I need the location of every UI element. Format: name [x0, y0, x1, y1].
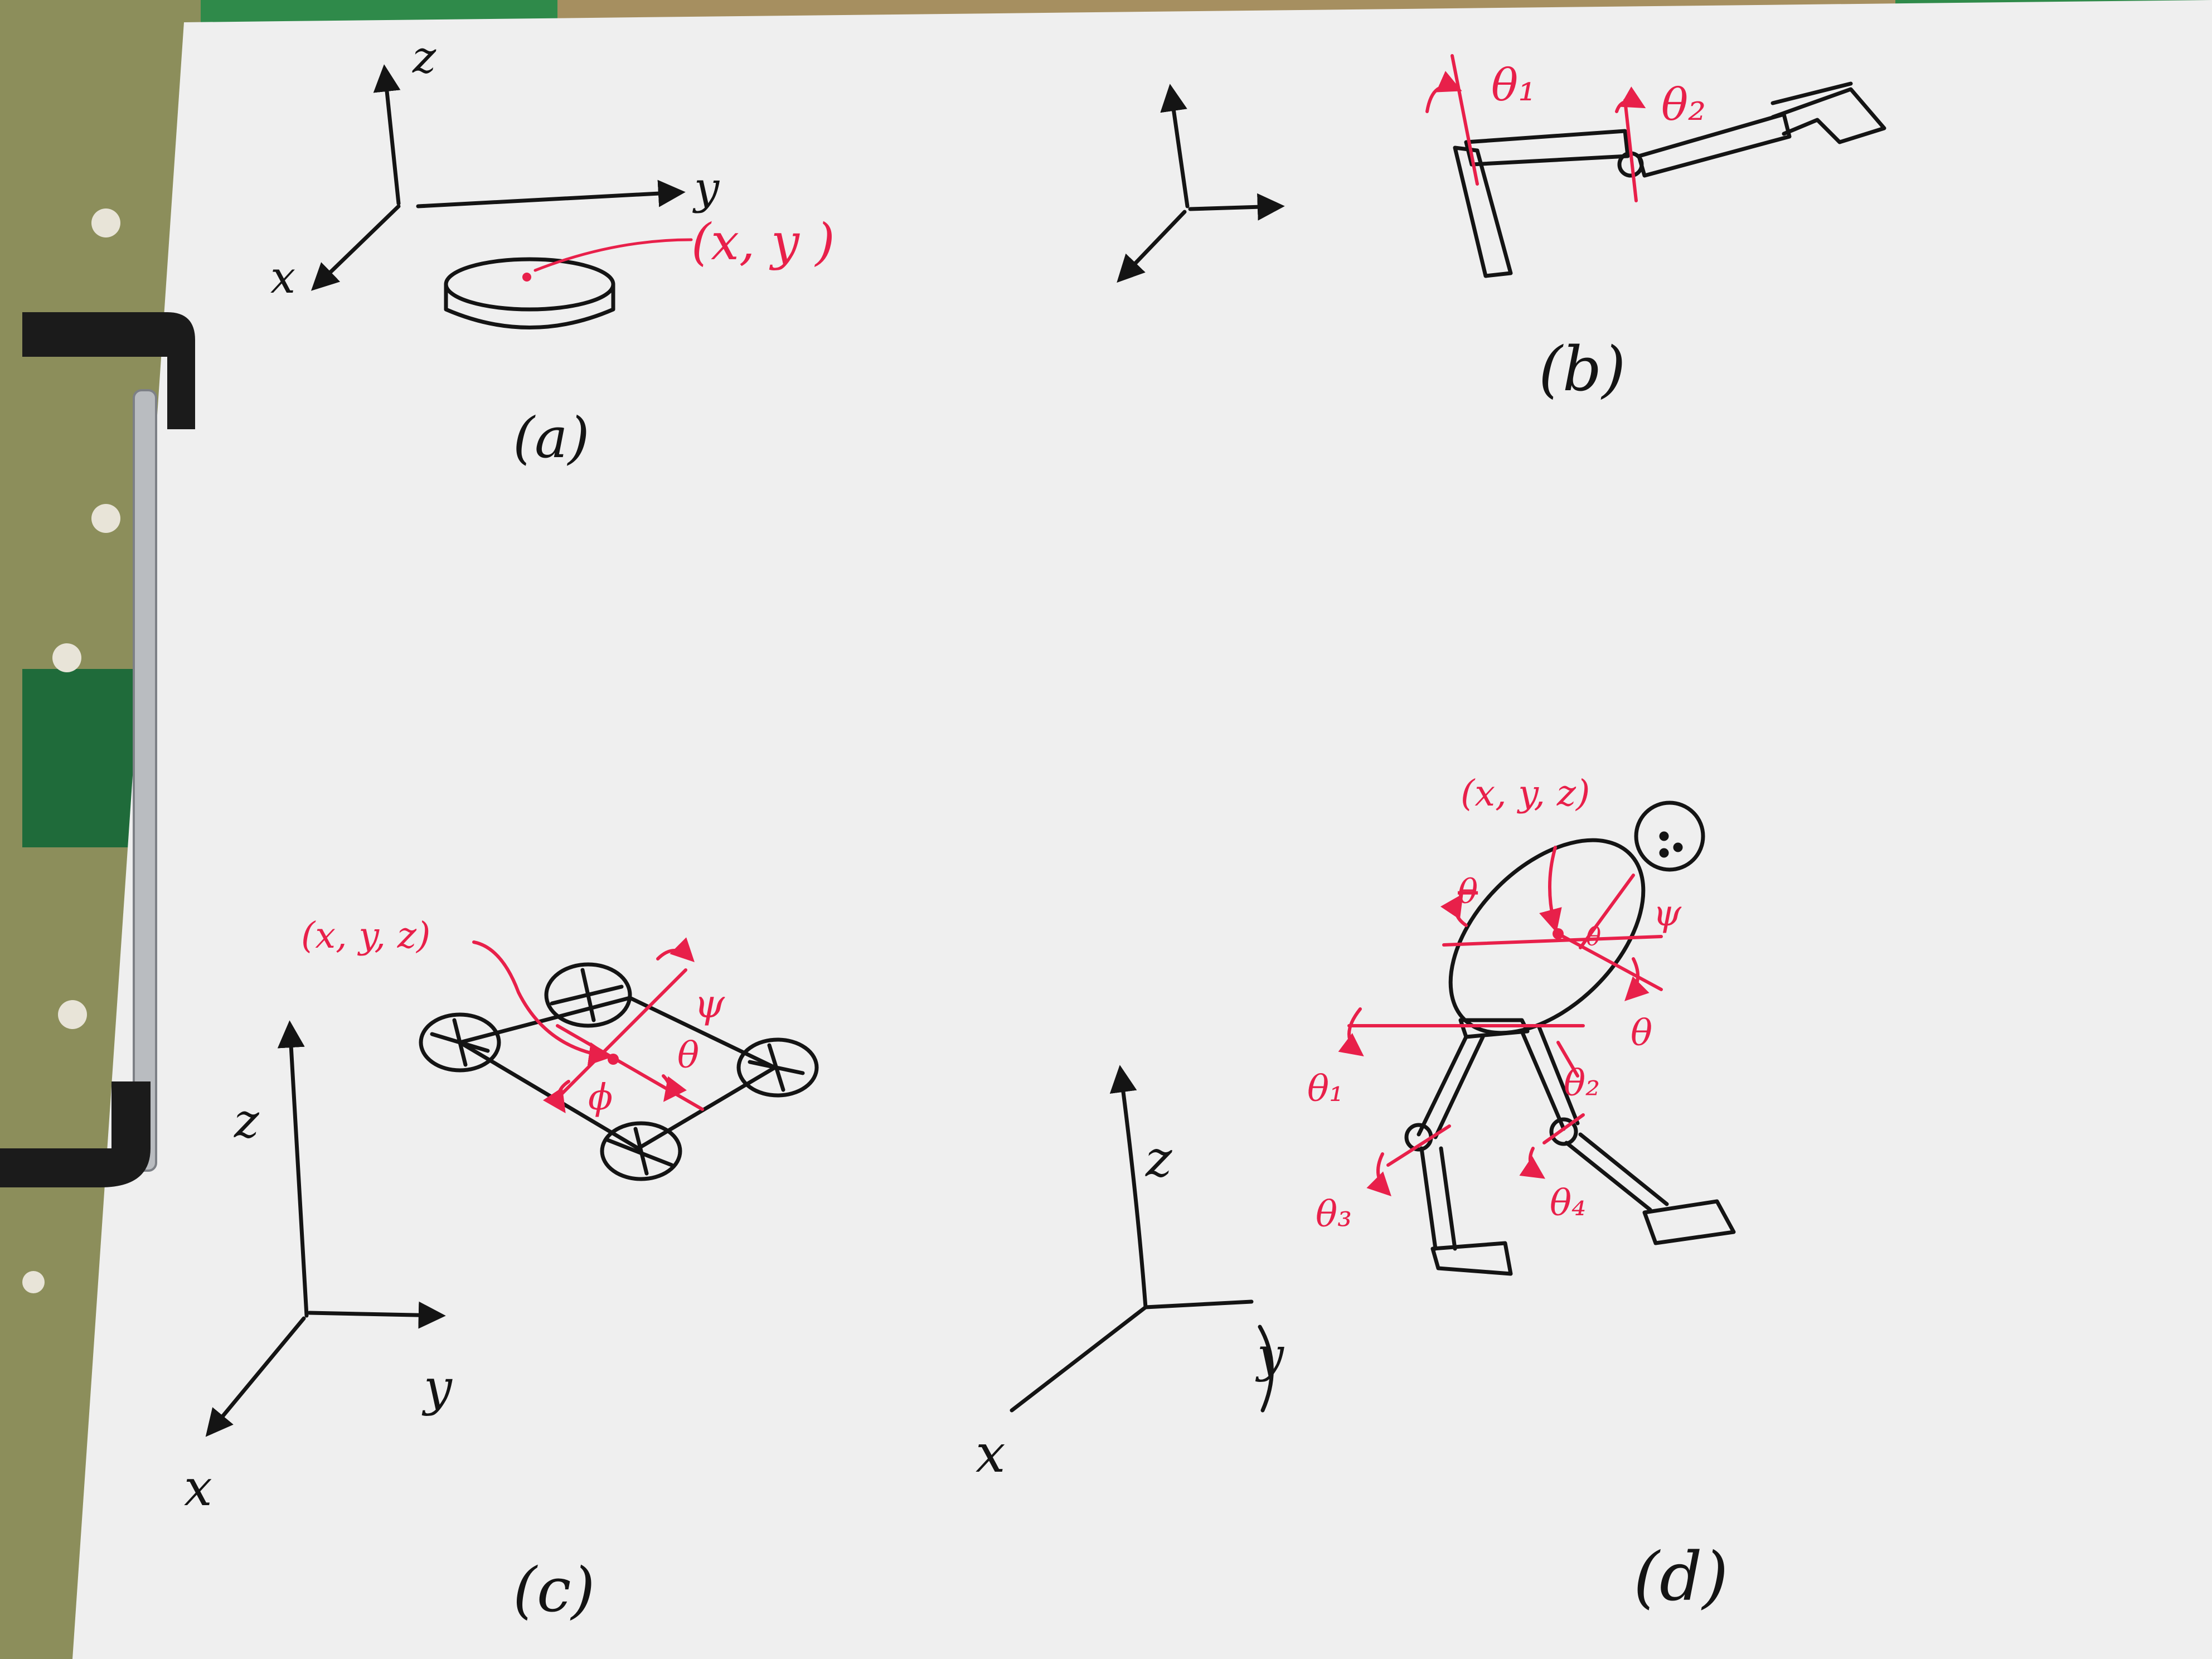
panel-a-z-label: z	[413, 31, 436, 83]
panel-d-position-label: (x, y, z)	[1461, 773, 1590, 814]
panel-d-knee-right-label: θ₄	[1550, 1182, 1587, 1224]
panel-d-x-label: x	[976, 1423, 1006, 1485]
panel-c-position-label: (x, y, z)	[301, 915, 431, 957]
panel-d-yaw-label: ψ	[1653, 892, 1681, 934]
panel-d-roll-struck-label: θ	[1458, 872, 1478, 911]
panel-d-z-label: z	[1146, 1130, 1172, 1189]
panel-b-joint-2-label: θ₂	[1661, 79, 1706, 130]
panel-b-joint-1-label: θ₁	[1491, 59, 1536, 111]
panel-a-x-label: x	[270, 251, 296, 303]
panel-a-caption: (a)	[513, 405, 590, 470]
panel-d-body-angle-label: θ	[1586, 921, 1602, 951]
panel-b-caption: (b)	[1539, 333, 1626, 405]
panel-c-roll-label: ϕ	[588, 1076, 613, 1118]
paper-sheet	[72, 0, 2212, 1659]
panel-c-y-label: y	[424, 1359, 452, 1417]
panel-c-x-label: x	[184, 1459, 212, 1517]
panel-a-y-label: y	[694, 162, 720, 214]
panel-d-knee-left-label: θ₃	[1316, 1194, 1352, 1235]
panel-d-pitch-label: θ	[1631, 1012, 1653, 1054]
panel-c-yaw-label: ψ	[694, 981, 725, 1027]
panel-a-position-label: (x, y )	[691, 213, 835, 271]
panel-d-hip-right-label: θ₂	[1564, 1063, 1600, 1104]
panel-c-z-label: z	[234, 1094, 259, 1149]
panel-d-y-label: y	[1257, 1328, 1284, 1383]
panel-d-hip-left-label: θ₁	[1307, 1068, 1344, 1110]
panel-d-caption: (d)	[1633, 1539, 1729, 1616]
panel-c-pitch-label: θ	[677, 1035, 700, 1076]
panel-c-caption: (c)	[513, 1554, 595, 1626]
